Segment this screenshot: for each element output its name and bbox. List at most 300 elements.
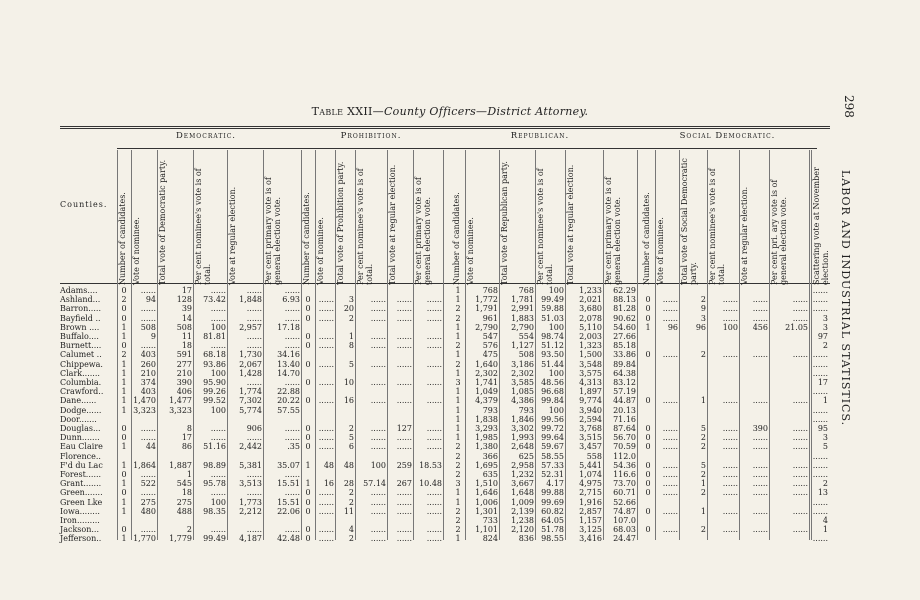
cell-rep-4: 558 [586, 451, 602, 461]
cell-pro-3: ...... [370, 442, 386, 452]
county-name: Douglas... [60, 424, 101, 433]
cell-rep-5: 24.47 [613, 534, 636, 544]
cell-dem-5: 42.48 [277, 534, 300, 544]
cell-dem-1: 403 [140, 350, 156, 360]
group-rule [117, 148, 817, 149]
cell-dem-5: ...... [284, 332, 300, 341]
cell-pro-2: 3 [348, 295, 354, 305]
cell-rep-2: 3,186 [511, 359, 534, 369]
cell-rep-1: 4,379 [475, 396, 498, 406]
page-number: 298 [842, 95, 856, 118]
cell-dem-0: 1 [121, 368, 127, 378]
cell-pro-2: 2 [348, 424, 354, 433]
column-header-scatter: Scattering vote at November election. [812, 167, 830, 285]
cell-rep-0: 2 [455, 304, 461, 314]
cell-dem-1: ...... [140, 424, 156, 433]
cell-rep-4: 1,897 [579, 387, 602, 397]
cell-pro-5: ...... [426, 506, 442, 516]
cell-dem-2: 18 [181, 488, 192, 498]
cell-dem-4: ...... [246, 470, 262, 479]
cell-pro-0: 0 [305, 359, 311, 369]
cell-scatter: 1 [822, 396, 828, 406]
cell-dem-3: 100 [210, 405, 226, 415]
cell-soc-1: ...... [662, 525, 678, 535]
cell-pro-4: ...... [396, 295, 412, 305]
cell-pro-4: ...... [396, 488, 412, 498]
cell-pro-4: ...... [396, 313, 412, 323]
cell-pro-2: 20 [343, 304, 354, 314]
cell-rep-1: 1,985 [475, 433, 498, 443]
cell-soc-1: ...... [662, 442, 678, 452]
cell-soc-0: 0 [645, 479, 651, 489]
cell-soc-5 [770, 534, 808, 544]
cell-pro-4: ...... [396, 396, 412, 406]
cell-soc-4: ...... [752, 433, 768, 443]
cell-rep-3: 98.55 [541, 534, 564, 544]
cell-pro-3: ...... [370, 433, 386, 443]
cell-soc-3: ...... [722, 479, 738, 489]
cell-rep-1: 1,380 [475, 442, 498, 452]
cell-pro-4: 127 [396, 424, 412, 433]
county-name: Dodge...... [60, 405, 102, 415]
cell-dem-4: 4,187 [239, 534, 262, 544]
cell-dem-0: 0 [121, 341, 127, 351]
cell-rep-5: 44.87 [613, 396, 636, 406]
cell-rep-2: 1,009 [511, 497, 534, 507]
cell-soc-5: ...... [792, 304, 808, 314]
cell-soc-4: ...... [752, 470, 768, 479]
cell-pro-2: 2 [348, 488, 354, 498]
cell-dem-3: 81.81 [203, 332, 226, 341]
cell-rep-2: 1,238 [511, 516, 534, 525]
group-republican: Republican. [510, 131, 570, 141]
cell-soc-2: 2 [700, 433, 706, 443]
cell-dem-1: 94 [145, 295, 156, 305]
cell-rep-2: 1,993 [511, 433, 534, 443]
cell-soc-0: 0 [645, 488, 651, 498]
cell-rep-0: 2 [455, 506, 461, 516]
table-title [300, 105, 600, 118]
cell-dem-1: 374 [140, 378, 156, 387]
cell-rep-2: 1,085 [511, 387, 534, 397]
cell-rep-5: 71.16 [613, 414, 636, 424]
cell-rep-5: 87.64 [613, 424, 636, 433]
cell-dem-1: ...... [140, 341, 156, 351]
cell-dem-4: 2,442 [239, 442, 262, 452]
cell-pro-5: ...... [426, 304, 442, 314]
cell-scatter: ...... [812, 286, 828, 295]
cell-rep-5: 89.84 [613, 359, 636, 369]
cell-dem-2: 1,887 [169, 460, 192, 470]
cell-pro-4: 267 [396, 479, 412, 489]
cell-pro-1: ...... [318, 534, 334, 544]
cell-dem-3: ...... [210, 313, 226, 323]
cell-soc-2: 2 [700, 350, 706, 360]
cell-soc-4: ...... [752, 396, 768, 406]
cell-soc-2: 5 [700, 424, 706, 433]
cell-soc-5: ...... [792, 479, 808, 489]
cell-rep-5: 70.59 [613, 442, 636, 452]
cell-rep-1: 576 [482, 341, 498, 351]
cell-soc-3: ...... [722, 313, 738, 323]
county-name: Brown .... [60, 322, 100, 332]
cell-dem-2: 2 [186, 525, 192, 535]
cell-pro-5: ...... [426, 497, 442, 507]
cell-pro-5: ...... [426, 433, 442, 443]
county-name: Barron..... [60, 304, 101, 314]
cell-scatter: 3 [822, 313, 828, 323]
cell-soc-0: 0 [645, 433, 651, 443]
county-name: Columbia. [60, 378, 102, 387]
cell-soc-3: ...... [722, 304, 738, 314]
cell-rep-3: 100 [548, 322, 564, 332]
cell-rep-3: 100 [548, 368, 564, 378]
cell-pro-3: ...... [370, 396, 386, 406]
cell-dem-2: 390 [176, 378, 192, 387]
cell-dem-0: 1 [121, 359, 127, 369]
cell-rep-3: 51.12 [541, 341, 564, 351]
cell-soc-5: ...... [792, 470, 808, 479]
cell-soc-4: ...... [752, 304, 768, 314]
cell-pro-2: 8 [348, 341, 354, 351]
column-header-pro-2: Total vote of Prohibition party. [336, 161, 345, 285]
cell-dem-2: 11 [181, 332, 192, 341]
cell-pro-0: 0 [305, 396, 311, 406]
cell-soc-5: ...... [792, 433, 808, 443]
cell-dem-0: 0 [121, 424, 127, 433]
cell-rep-2: 2,958 [511, 460, 534, 470]
cell-pro-0: 0 [305, 378, 311, 387]
county-name: Iron......... [60, 516, 100, 525]
cell-soc-3: ...... [722, 350, 738, 360]
cell-pro-3: ...... [370, 313, 386, 323]
cell-dem-5: ...... [284, 433, 300, 443]
cell-pro-5: ...... [426, 525, 442, 535]
cell-soc-5: ...... [792, 442, 808, 452]
cell-dem-0: 1 [121, 405, 127, 415]
cell-dem-3: 100 [210, 322, 226, 332]
cell-rep-4: 1,500 [579, 350, 602, 360]
column-header-dem-3: Per cent nominee's vote is of total. [194, 168, 212, 285]
cell-rep-0: 2 [455, 451, 461, 461]
cell-dem-1: ...... [140, 488, 156, 498]
cell-dem-2: 8 [186, 424, 192, 433]
cell-rep-3: 51.78 [541, 525, 564, 535]
cell-rep-3: 99.72 [541, 424, 564, 433]
cell-rep-0: 1 [455, 424, 461, 433]
cell-scatter: 13 [817, 488, 828, 498]
cell-soc-3: 100 [722, 322, 738, 332]
cell-pro-0: 0 [305, 424, 311, 433]
cell-rep-0: 1 [455, 414, 461, 424]
cell-dem-4: ...... [246, 488, 262, 498]
cell-dem-5: ...... [284, 304, 300, 314]
cell-rep-3: 100 [548, 286, 564, 295]
cell-scatter: 2 [822, 479, 828, 489]
cell-dem-0: 0 [121, 488, 127, 498]
column-header-pro-3: Per cent nominee's vote is of total. [356, 168, 374, 285]
cell-rep-0: 2 [455, 525, 461, 535]
cell-dem-5: 14.70 [277, 368, 300, 378]
cell-soc-2: 2 [700, 442, 706, 452]
cell-pro-0: 0 [305, 442, 311, 452]
cell-dem-0: 1 [121, 479, 127, 489]
cell-pro-1: 48 [323, 460, 334, 470]
county-name: Iowa........ [60, 506, 100, 516]
cell-pro-1: ...... [318, 313, 334, 323]
cell-dem-2: 591 [176, 350, 192, 360]
cell-rep-5: 60.71 [613, 488, 636, 498]
column-header-dem-0: Number of candidates. [118, 192, 127, 285]
cell-dem-0: 1 [121, 387, 127, 397]
cell-dem-3: ...... [210, 433, 226, 443]
cell-pro-0: 0 [305, 313, 311, 323]
cell-pro-5: ...... [426, 341, 442, 351]
cell-rep-4: 2,003 [579, 332, 602, 341]
cell-pro-0: 1 [305, 460, 311, 470]
cell-rep-0: 1 [455, 497, 461, 507]
cell-pro-1: ...... [318, 506, 334, 516]
cell-dem-4: 1,774 [239, 387, 262, 397]
county-name: Eau Claire [60, 442, 103, 452]
cell-dem-0: 0 [121, 433, 127, 443]
cell-dem-3: 98.35 [203, 506, 226, 516]
cell-dem-3: 68.18 [203, 350, 226, 360]
cell-rep-2: 1,648 [511, 488, 534, 498]
cell-pro-4: ...... [396, 359, 412, 369]
cell-rep-4: 3,457 [579, 442, 602, 452]
cell-dem-4: ...... [246, 433, 262, 443]
cell-pro-4: ...... [396, 433, 412, 443]
cell-dem-0: 2 [121, 350, 127, 360]
cell-rep-0: 1 [455, 368, 461, 378]
cell-pro-5: ...... [426, 424, 442, 433]
cell-soc-0: 0 [645, 350, 651, 360]
cell-dem-5: 6.93 [282, 295, 300, 305]
column-header-soc-4: Vote at regular election. [740, 186, 749, 285]
cell-soc-0: 0 [645, 442, 651, 452]
cell-soc-2 [680, 534, 706, 544]
cell-soc-5: 21.05 [785, 322, 808, 332]
cell-soc-0: 0 [645, 396, 651, 406]
cell-rep-5: 54.36 [613, 460, 636, 470]
county-name: Door....... [60, 414, 97, 424]
cell-soc-1: ...... [662, 460, 678, 470]
cell-rep-1: 768 [482, 286, 498, 295]
cell-scatter: 97 [817, 332, 828, 341]
cell-dem-1: 1,770 [133, 534, 156, 544]
cell-pro-3: ...... [370, 534, 386, 544]
cell-pro-4: ...... [396, 332, 412, 341]
cell-dem-4: 1,730 [239, 350, 262, 360]
cell-rep-1: 3,293 [475, 424, 498, 433]
cell-pro-1: ...... [318, 295, 334, 305]
cell-soc-4: ...... [752, 460, 768, 470]
top-rule [60, 126, 830, 127]
cell-dem-5: 17.18 [277, 322, 300, 332]
cell-rep-0: 1 [455, 332, 461, 341]
cell-soc-0: 0 [645, 470, 651, 479]
cell-soc-5: ...... [792, 506, 808, 516]
cell-soc-2: 96 [695, 322, 706, 332]
cell-pro-3: ...... [370, 359, 386, 369]
cell-pro-5: ...... [426, 359, 442, 369]
cell-scatter: ...... [812, 368, 828, 378]
cell-rep-1: 1,049 [475, 387, 498, 397]
cell-pro-2: 10 [343, 378, 354, 387]
cell-dem-4: ...... [246, 313, 262, 323]
cell-soc-1: ...... [662, 295, 678, 305]
cell-pro-2: 2 [348, 313, 354, 323]
cell-pro-3: ...... [370, 525, 386, 535]
cell-scatter: ...... [812, 497, 828, 507]
cell-rep-1: 2,790 [475, 322, 498, 332]
cell-dem-3: ...... [210, 304, 226, 314]
cell-pro-0: 0 [305, 488, 311, 498]
cell-pro-0: 0 [305, 304, 311, 314]
cell-pro-5: ...... [426, 488, 442, 498]
cell-soc-2: 2 [700, 525, 706, 535]
cell-rep-0: 1 [455, 433, 461, 443]
cell-dem-0: 1 [121, 460, 127, 470]
cell-rep-3: 99.88 [541, 488, 564, 498]
cell-soc-1: ...... [662, 479, 678, 489]
cell-dem-5: ...... [284, 424, 300, 433]
cell-soc-2: 3 [700, 313, 706, 323]
cell-pro-0: 0 [305, 433, 311, 443]
cell-rep-1: 366 [482, 451, 498, 461]
cell-dem-3: 93.86 [203, 359, 226, 369]
cell-pro-1: ...... [318, 396, 334, 406]
cell-dem-2: 488 [176, 506, 192, 516]
cell-pro-1: ...... [318, 341, 334, 351]
cell-dem-2: 3,323 [169, 405, 192, 415]
cell-dem-5: 34.16 [277, 350, 300, 360]
cell-pro-1: 16 [323, 479, 334, 489]
cell-soc-2: 1 [700, 479, 706, 489]
column-header-soc-5: Per cent pri. ary vote is of general election vote. [770, 179, 788, 285]
cell-rep-0: 1 [455, 488, 461, 498]
cell-rep-2: 2,120 [511, 525, 534, 535]
cell-scatter: ...... [812, 295, 828, 305]
cell-soc-1: ...... [662, 433, 678, 443]
cell-rep-3: 57.33 [541, 460, 564, 470]
cell-pro-3: 100 [370, 460, 386, 470]
cell-scatter: ...... [812, 405, 828, 415]
cell-pro-1: ...... [318, 332, 334, 341]
cell-pro-2: 48 [343, 460, 354, 470]
cell-pro-4: ...... [396, 341, 412, 351]
cell-dem-4: 5,774 [239, 405, 262, 415]
cell-rep-3: 59.67 [541, 442, 564, 452]
cell-rep-5: 20.13 [613, 405, 636, 415]
cell-pro-5: 10.48 [419, 479, 442, 489]
cell-rep-5: 83.12 [613, 378, 636, 387]
cell-pro-2: 16 [343, 396, 354, 406]
cell-rep-2: 3,667 [511, 479, 534, 489]
cell-dem-3: 95.90 [203, 378, 226, 387]
cell-rep-2: 1,883 [511, 313, 534, 323]
cell-soc-4: ...... [752, 525, 768, 535]
cell-dem-4: ...... [246, 332, 262, 341]
column-header-soc-1: Vote of nominee. [656, 217, 665, 285]
cell-soc-4: ...... [752, 313, 768, 323]
cell-scatter: ...... [812, 414, 828, 424]
county-name: Jefferson.. [60, 534, 102, 544]
cell-scatter: ...... [812, 451, 828, 461]
cell-rep-2: 2,302 [511, 368, 534, 378]
cell-rep-4: 3,548 [579, 359, 602, 369]
cell-pro-2: 6 [348, 442, 354, 452]
cell-rep-1: 1,101 [475, 525, 498, 535]
cell-soc-1: ...... [662, 424, 678, 433]
cell-pro-2: 28 [343, 479, 354, 489]
cell-dem-4: 5,381 [239, 460, 262, 470]
cell-dem-1: ...... [140, 313, 156, 323]
column-header-soc-0: Number of candidates. [642, 192, 651, 285]
cell-pro-2: 1 [348, 332, 354, 341]
cell-dem-1: ...... [140, 304, 156, 314]
cell-scatter: ...... [812, 304, 828, 314]
cell-dem-0: 1 [121, 534, 127, 544]
cell-rep-3: 48.56 [541, 378, 564, 387]
cell-dem-2: 1,477 [169, 396, 192, 406]
cell-rep-4: 1,157 [579, 516, 602, 525]
cell-dem-2: 14 [181, 313, 192, 323]
cell-rep-1: 961 [482, 313, 498, 323]
cell-rep-5: 68.03 [613, 525, 636, 535]
cell-dem-4: 3,513 [239, 479, 262, 489]
cell-dem-5: ...... [284, 378, 300, 387]
cell-rep-5: 52.66 [613, 497, 636, 507]
cell-dem-5: 20.22 [277, 396, 300, 406]
column-header-rep-1: Vote of nominee. [466, 217, 475, 285]
cell-soc-2: 1 [700, 506, 706, 516]
cell-dem-0: 1 [121, 442, 127, 452]
cell-dem-2: 17 [181, 286, 192, 295]
cell-dem-4: 1,428 [239, 368, 262, 378]
cell-rep-3: 99.56 [541, 414, 564, 424]
cell-rep-0: 2 [455, 313, 461, 323]
cell-pro-3: ...... [370, 304, 386, 314]
cell-soc-2: 2 [700, 295, 706, 305]
cell-soc-1: ...... [662, 304, 678, 314]
cell-rep-0: 1 [455, 534, 461, 544]
cell-soc-4: 456 [752, 322, 768, 332]
cell-pro-0: 0 [305, 332, 311, 341]
cell-pro-5: ...... [426, 442, 442, 452]
county-name: Clark....... [60, 368, 100, 378]
cell-rep-3: 99.64 [541, 433, 564, 443]
cell-pro-2: 2 [348, 534, 354, 544]
cell-soc-3: ...... [722, 295, 738, 305]
cell-scatter: 2 [822, 341, 828, 351]
cell-rep-1: 733 [482, 516, 498, 525]
cell-rep-2: 2,139 [511, 506, 534, 516]
cell-pro-3: ...... [370, 332, 386, 341]
cell-soc-0: 1 [645, 322, 651, 332]
cell-pro-1: ...... [318, 304, 334, 314]
cell-dem-3: 51.16 [203, 442, 226, 452]
cell-pro-0: 0 [305, 534, 311, 544]
county-name: Calumet .. [60, 350, 102, 360]
cell-scatter: ...... [812, 460, 828, 470]
cell-dem-1: 522 [140, 479, 156, 489]
cell-soc-5: ...... [792, 313, 808, 323]
cell-soc-0: 0 [645, 295, 651, 305]
column-header-rep-3: Per cent nominee's vote is of total. [536, 168, 554, 285]
cell-soc-3: ...... [722, 506, 738, 516]
